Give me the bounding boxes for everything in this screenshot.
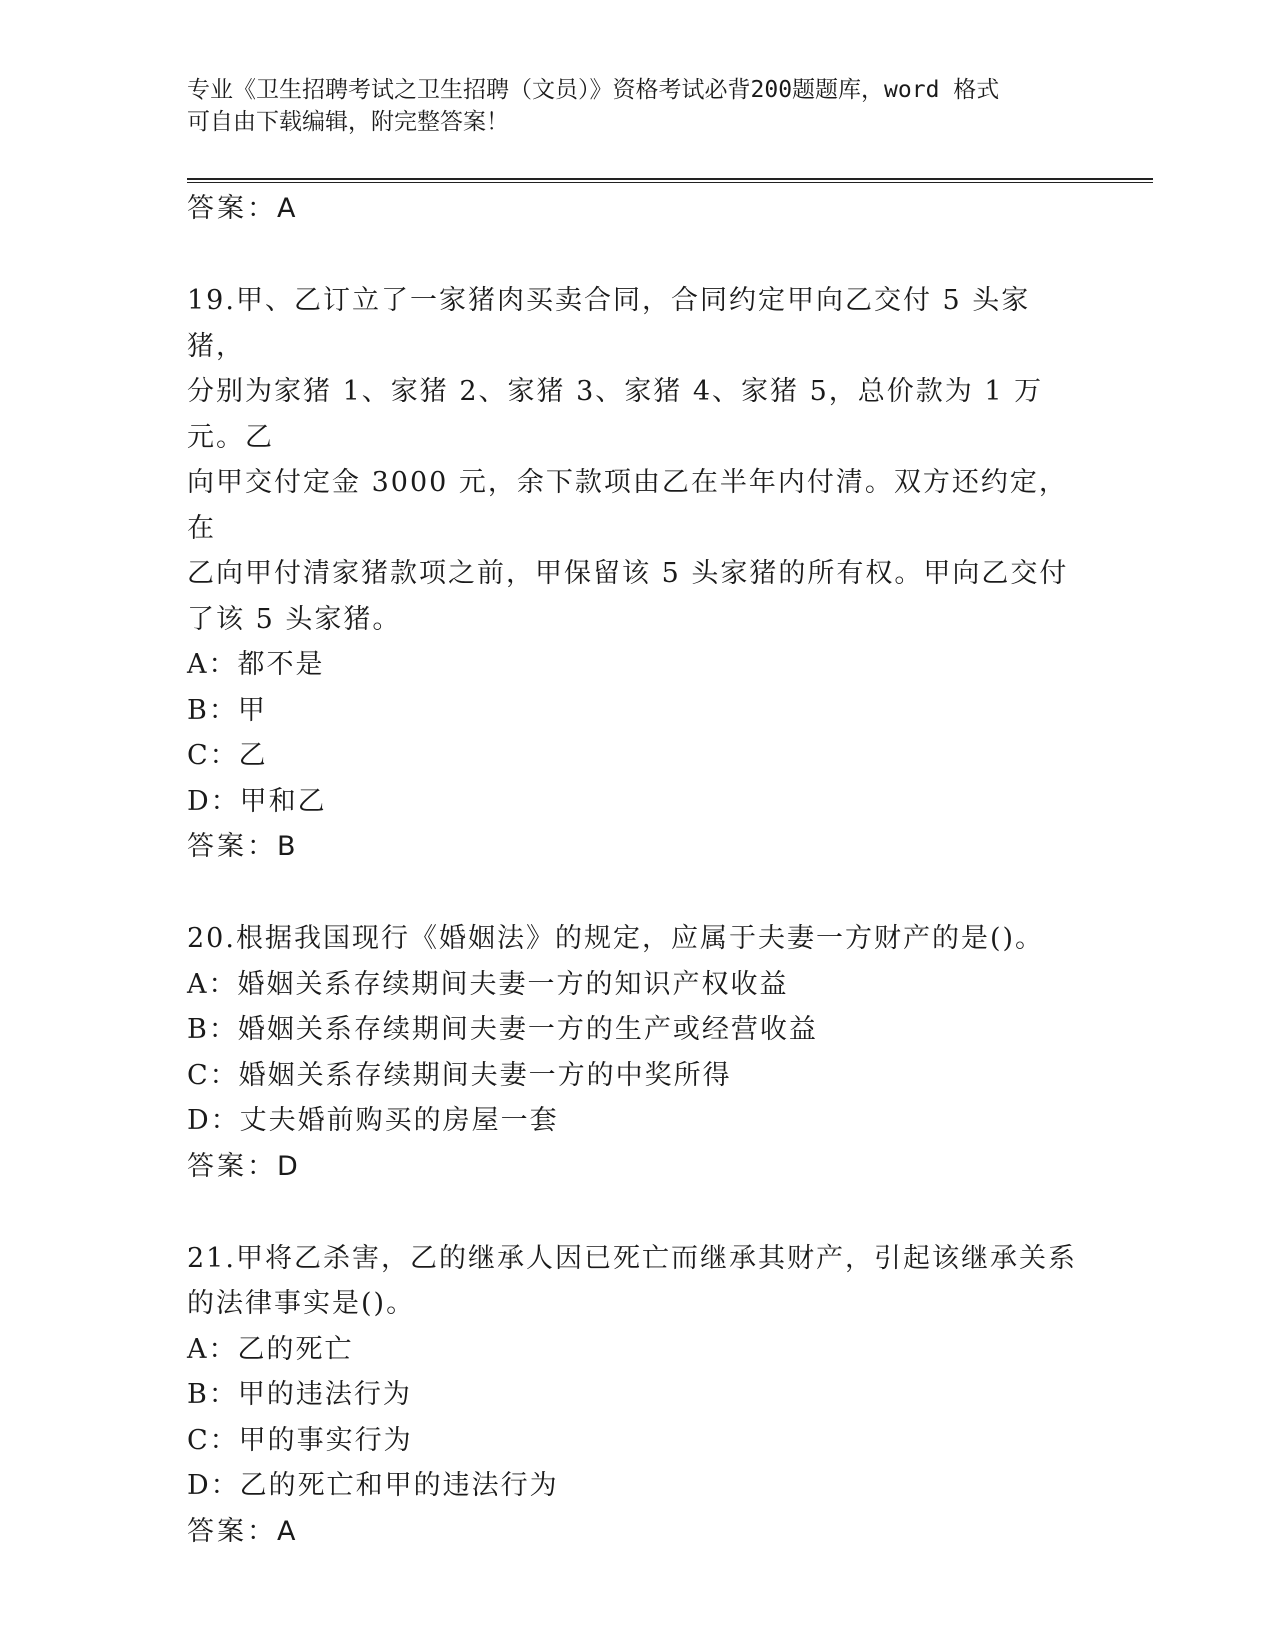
header-rule-thick — [187, 178, 1153, 180]
answer: 答案：B — [187, 831, 299, 862]
question-20 — [187, 916, 1087, 1190]
header-line-1: 专业《卫生招聘考试之卫生招聘（文员）》资格考试必背200题题库，word 格式 — [187, 77, 1000, 103]
option-c: C：婚姻关系存续期间夫妻一方的中奖所得 — [187, 1059, 732, 1091]
option-c: C：甲的事实行为 — [187, 1424, 413, 1456]
question-text-line: 19.甲、乙订立了一家猪肉买卖合同，合同约定甲向乙交付 5 头家猪， — [187, 285, 1031, 362]
question-21 — [187, 1236, 1087, 1555]
option-a: A：都不是 — [187, 649, 325, 680]
option-c: C：乙 — [187, 740, 268, 771]
question-text-line: 的法律事实是()。 — [187, 1288, 416, 1319]
option-d: D：丈夫婚前购买的房屋一套 — [187, 1105, 559, 1136]
question-19 — [187, 278, 1087, 870]
option-d: D：乙的死亡和甲的违法行为 — [187, 1470, 559, 1501]
option-a: A：婚姻关系存续期间夫妻一方的知识产权收益 — [187, 968, 789, 1000]
question-text-line: 向甲交付定金 3000 元，余下款项由乙在半年内付清。双方还约定，在 — [187, 467, 1068, 544]
answer: 答案：A — [187, 1515, 299, 1547]
question-text-line: 乙向甲付清家猪款项之前，甲保留该 5 头家猪的所有权。甲向乙交付 — [187, 558, 1069, 589]
option-b: B：婚姻关系存续期间夫妻一方的生产或经营收益 — [187, 1014, 818, 1045]
option-a: A：乙的死亡 — [187, 1333, 354, 1365]
page-header — [187, 74, 1067, 138]
option-d: D：甲和乙 — [187, 785, 327, 817]
option-b: B：甲的违法行为 — [187, 1379, 412, 1410]
question-text-line: 了该 5 头家猪。 — [187, 603, 402, 635]
question-text-line: 21.甲将乙杀害，乙的继承人因已死亡而继承其财产，引起该继承关系 — [187, 1242, 1077, 1274]
option-b: B：甲 — [187, 694, 267, 726]
header-line-2: 可自由下载编辑，附完整答案！ — [187, 109, 509, 135]
question-text-line: 20.根据我国现行《婚姻法》的规定，应属于夫妻一方财产的是()。 — [187, 923, 1045, 954]
question-list — [187, 186, 1087, 1555]
previous-answer: 答案：A — [187, 193, 299, 224]
header-rule-thin — [187, 182, 1153, 183]
question-text-line: 分别为家猪 1、家猪 2、家猪 3、家猪 4、家猪 5，总价款为 1 万元。乙 — [187, 376, 1044, 453]
answer: 答案：D — [187, 1150, 301, 1182]
